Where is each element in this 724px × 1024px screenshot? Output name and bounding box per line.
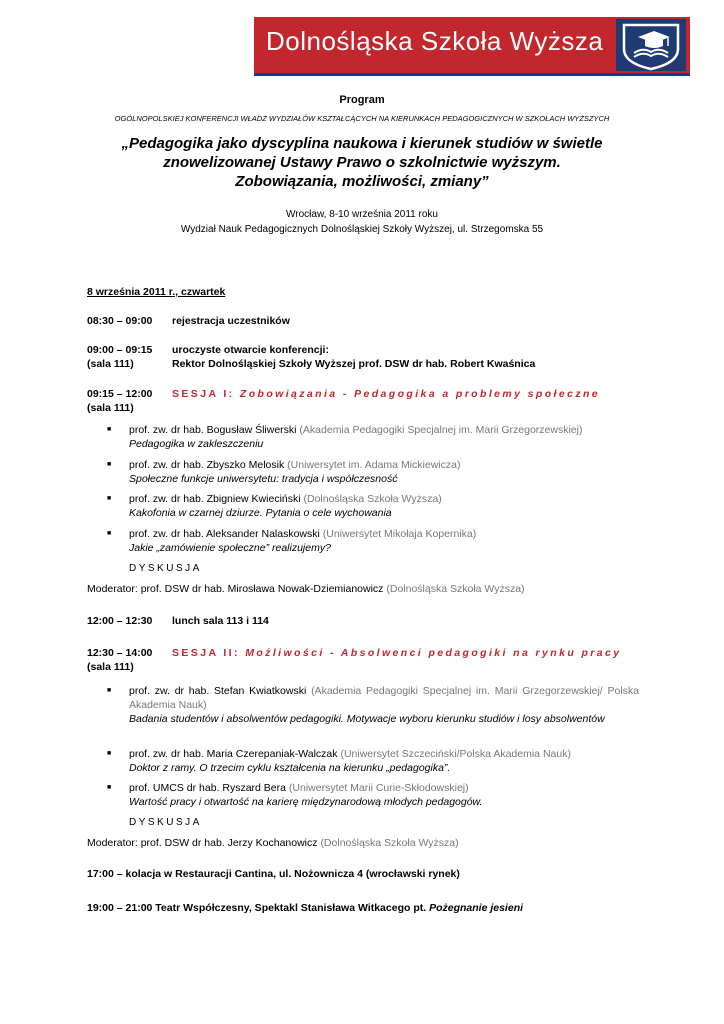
- talk-affiliation: (Akademia Pedagogiki Specjalnej im. Marii Grzegorzewskiej/ Polska Akademia Nauk): [129, 685, 639, 711]
- header-stripe: [254, 73, 690, 76]
- talk-speaker: prof. UMCS dr hab. Ryszard Bera: [129, 782, 286, 794]
- talk-title: Badania studentów i absolwentów pedagogiki. Motywacje wyboru kierunku studiów i losy absolwentów: [129, 713, 605, 725]
- event-address: Wydział Nauk Pedagogicznych Dolnośląskiej Szkoły Wyższej, ul. Strzegomska 55: [180, 224, 544, 235]
- lunch-label: lunch sala 113 i 114: [172, 615, 269, 627]
- school-logo-icon: [616, 19, 686, 71]
- talk-speaker: prof. zw. dr hab. Stefan Kwiatkowski: [129, 685, 307, 697]
- talk-affiliation: (Dolnośląska Szkoła Wyższa): [303, 493, 442, 505]
- title-line-1: „Pedagogika jako dyscyplina naukowa i kierunek studiów w świetle: [121, 135, 603, 152]
- talk-title: Kakofonia w czarnej dziurze. Pytania o cele wychowania: [129, 507, 392, 519]
- session1-discussion: DYSKUSJA: [129, 563, 202, 574]
- talk-speaker: prof. zw. dr hab. Aleksander Nalaskowski: [129, 528, 320, 540]
- session2-time: 12:30 – 14:00: [87, 647, 153, 659]
- talk-item: [129, 747, 639, 775]
- bullet-icon: ■: [107, 495, 112, 502]
- title-line-2: znowelizowanej Ustawy Prawo o szkolnictwie wyższym.: [163, 154, 561, 171]
- talk-affiliation: (Uniwersytet Szczeciński/Polska Akademia Nauk): [340, 748, 571, 760]
- opening-line-1: uroczyste otwarcie konferencji:: [172, 344, 329, 356]
- session1-title: Zobowiązania - Pedagogika a problemy społeczne: [239, 388, 601, 400]
- lunch-time: 12:00 – 12:30: [87, 615, 153, 627]
- talk-title: Pedagogika w zakleszczeniu: [129, 438, 264, 450]
- talk-title: Wartość pracy i otwartość na karierę międzynarodową młodych pedagogów.: [129, 796, 483, 808]
- session1-moderator-affiliation: (Dolnośląska Szkoła Wyższa): [386, 583, 525, 595]
- talk-item: [129, 684, 639, 726]
- talk-item: [129, 527, 639, 555]
- bullet-icon: ■: [107, 784, 112, 791]
- talk-affiliation: (Uniwersytet Marii Curie-Skłodowskiej): [288, 782, 469, 794]
- bullet-icon: ■: [107, 461, 112, 468]
- session1-moderator-line: [87, 582, 525, 596]
- talk-speaker: prof. zw. dr hab. Zbigniew Kwieciński: [129, 493, 301, 505]
- session2-moderator-affiliation: (Dolnośląska Szkoła Wyższa): [320, 837, 459, 849]
- session1-moderator: Moderator: prof. DSW dr hab. Mirosława Nowak-Dziemianowicz: [87, 583, 384, 595]
- registration-label: rejestracja uczestników: [172, 315, 290, 327]
- session1-room: (sala 111): [87, 402, 134, 414]
- program-label: Program: [339, 94, 385, 106]
- session2-prefix: SESJA II:: [172, 647, 246, 659]
- session2-heading: [172, 646, 621, 660]
- session2-title: Możliwości - Absolwenci pedagogiki na rynku pracy: [245, 647, 622, 659]
- theatre-play: Pożegnanie jesieni: [429, 902, 524, 914]
- talk-affiliation: (Uniwersytet im. Adama Mickiewicza): [287, 459, 461, 471]
- session1-prefix: SESJA I:: [172, 388, 240, 400]
- talk-affiliation: (Akademia Pedagogiki Specjalnej im. Marii Grzegorzewskiej): [299, 424, 583, 436]
- session2-discussion: DYSKUSJA: [129, 817, 202, 828]
- theatre-line: [87, 901, 523, 915]
- bullet-icon: ■: [107, 750, 112, 757]
- opening-time: 09:00 – 09:15: [87, 344, 153, 356]
- session1-heading: [172, 387, 600, 401]
- session2-moderator: Moderator: prof. DSW dr hab. Jerzy Kochanowicz: [87, 837, 318, 849]
- talk-title: Jakie „zamówienie społeczne” realizujemy?: [129, 542, 331, 554]
- talk-affiliation: (Uniwersytet Mikołaja Kopernika): [322, 528, 477, 540]
- talk-title: Doktor z ramy. O trzecim cyklu kształcenia na kierunku „pedagogika”.: [129, 762, 451, 774]
- opening-room: (sala 111): [87, 358, 134, 370]
- talk-item: [129, 458, 639, 486]
- bullet-icon: ■: [107, 687, 112, 694]
- theatre-text: 19:00 – 21:00 Teatr Współczesny, Spektakl Stanisława Witkacego pt.: [87, 902, 430, 914]
- registration-time: 08:30 – 09:00: [87, 315, 153, 327]
- event-date: Wrocław, 8-10 września 2011 roku: [286, 209, 438, 220]
- day-heading: 8 września 2011 r., czwartek: [87, 286, 226, 298]
- talk-speaker: prof. zw. dr hab. Bogusław Śliwerski: [129, 424, 297, 436]
- opening-line-2: Rektor Dolnośląskiej Szkoły Wyższej prof. DSW dr hab. Robert Kwaśnica: [172, 358, 536, 370]
- talk-speaker: prof. zw. dr hab. Maria Czerepaniak-Walczak: [129, 748, 338, 760]
- session1-time: 09:15 – 12:00: [87, 388, 153, 400]
- bullet-icon: ■: [107, 530, 112, 537]
- session2-room: (sala 111): [87, 661, 134, 673]
- conference-title: [60, 134, 664, 191]
- bullet-icon: ■: [107, 426, 112, 433]
- dinner-line: 17:00 – kolacja w Restauracji Cantina, ul. Nożownicza 4 (wrocławski rynek): [87, 868, 460, 880]
- title-line-3: Zobowiązania, możliwości, zmiany”: [235, 173, 489, 190]
- conference-subtitle: OGÓLNOPOLSKIEJ KONFERENCJI WŁADZ WYDZIAŁÓW KSZTAŁCĄCYCH NA KIERUNKACH PEDAGOGICZNYCH W SZKOŁACH WYŻSZYCH: [114, 114, 610, 123]
- talk-title: Społeczne funkcje uniwersytetu: tradycja i współczesność: [129, 473, 398, 485]
- venue-info: [60, 207, 664, 237]
- talk-item: [129, 781, 639, 809]
- school-name: Dolnośląska Szkoła Wyższa: [266, 26, 604, 56]
- session2-moderator-line: [87, 836, 459, 850]
- talk-item: [129, 492, 639, 520]
- talk-item: [129, 423, 639, 451]
- talk-speaker: prof. zw. dr hab. Zbyszko Melosik: [129, 459, 285, 471]
